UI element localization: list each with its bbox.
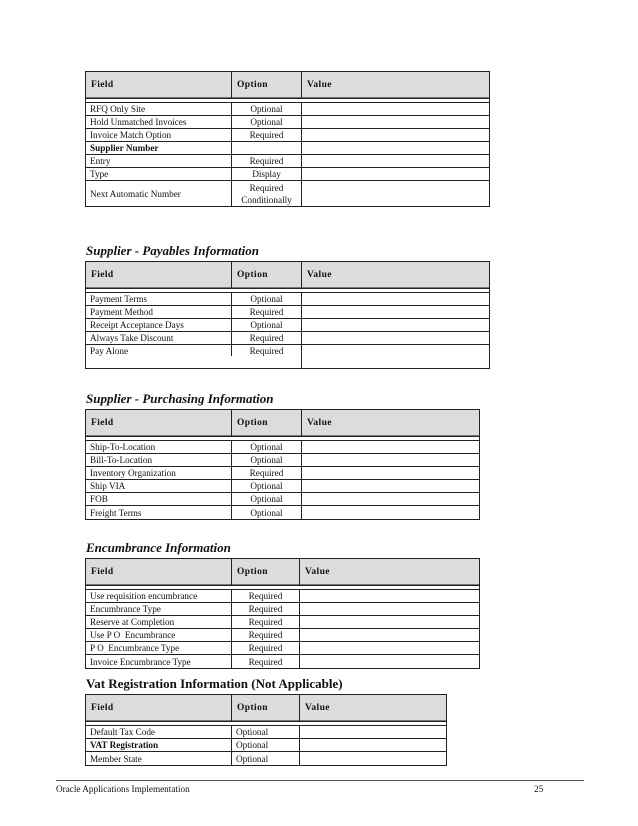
- option-cell: Display: [231, 168, 301, 180]
- table-row: [86, 116, 489, 129]
- supplier-options-table: [85, 71, 490, 207]
- table-header: [86, 410, 479, 437]
- field-cell: Hold Unmatched Invoices: [90, 117, 187, 127]
- table-row: [86, 142, 489, 155]
- value-cell[interactable]: [299, 603, 479, 615]
- table-row: [86, 506, 479, 519]
- value-cell[interactable]: [301, 332, 489, 344]
- table-row: [86, 319, 489, 332]
- table-row: [86, 493, 479, 506]
- value-cell[interactable]: [301, 493, 479, 505]
- field-cell: Next Automatic Number: [90, 188, 181, 199]
- header-field: Field: [91, 270, 114, 280]
- field-cell: Payment Terms: [90, 294, 148, 304]
- section-title-payables: Supplier - Payables Information: [86, 243, 259, 258]
- value-cell[interactable]: [301, 116, 489, 128]
- field-cell: VAT Registration: [90, 740, 159, 750]
- field-cell: RFQ Only Site: [90, 104, 146, 114]
- option-cell: Required: [231, 603, 299, 615]
- value-cell[interactable]: [301, 441, 479, 453]
- table-row: [86, 332, 489, 345]
- option-cell: Required: [231, 629, 299, 641]
- value-cell[interactable]: [299, 629, 479, 641]
- field-cell: Ship VIA: [90, 481, 126, 491]
- value-cell[interactable]: [299, 616, 479, 628]
- table-row: [86, 441, 479, 454]
- option-cell: Optional: [231, 454, 301, 466]
- table-row: [86, 345, 489, 368]
- value-cell[interactable]: [301, 181, 489, 206]
- table-row: [86, 739, 446, 752]
- header-field: Field: [91, 703, 114, 713]
- field-cell: Receipt Acceptance Days: [90, 320, 184, 330]
- table-row: [86, 103, 489, 116]
- value-cell[interactable]: [301, 345, 489, 368]
- option-cell: Optional: [231, 116, 301, 128]
- option-cell: Required: [231, 345, 301, 356]
- field-cell: Freight Terms: [90, 507, 142, 518]
- option-line: Conditionally: [241, 194, 292, 205]
- value-cell[interactable]: [301, 103, 489, 115]
- header-field: Field: [91, 80, 114, 90]
- field-cell: Type: [90, 169, 109, 179]
- value-cell[interactable]: [299, 726, 446, 738]
- value-cell[interactable]: [301, 168, 489, 180]
- section-title-vat: Vat Registration Information (Not Applicable): [86, 676, 343, 691]
- table-row: [86, 480, 479, 493]
- table-row: [86, 655, 479, 668]
- field-cell: Encumbrance Type: [90, 604, 161, 614]
- table-header: [86, 262, 489, 289]
- header-field: Field: [91, 567, 114, 577]
- option-cell: Required: [231, 306, 301, 318]
- value-cell[interactable]: [301, 319, 489, 331]
- value-cell[interactable]: [301, 306, 489, 318]
- vat-table: [85, 694, 447, 766]
- field-cell: Inventory Organization: [90, 468, 176, 478]
- value-cell[interactable]: [299, 739, 446, 751]
- option-cell: Required: [231, 655, 299, 668]
- header-value: Value: [301, 262, 489, 288]
- table-row: [86, 129, 489, 142]
- purchasing-table: [85, 409, 480, 520]
- field-cell: Always Take Discount: [90, 333, 174, 343]
- field-cell: Use requisition encumbrance: [90, 591, 198, 601]
- table-row: [86, 603, 479, 616]
- option-cell: Required: [231, 590, 299, 602]
- footer-divider: [56, 780, 584, 781]
- option-cell: Optional: [231, 726, 299, 738]
- table-row: [86, 616, 479, 629]
- field-cell: Supplier Number: [90, 143, 159, 153]
- value-cell[interactable]: [301, 480, 479, 492]
- table-row: [86, 181, 489, 206]
- field-cell: Invoice Encumbrance Type: [90, 656, 191, 667]
- field-cell: Ship-To-Location: [90, 442, 156, 452]
- table-row: [86, 454, 479, 467]
- header-option: Option: [231, 262, 301, 288]
- value-cell[interactable]: [301, 467, 479, 479]
- value-cell[interactable]: [301, 142, 489, 154]
- value-cell[interactable]: [301, 129, 489, 141]
- field-cell: Default Tax Code: [90, 727, 156, 737]
- table-row: [86, 590, 479, 603]
- header-value: Value: [301, 410, 479, 436]
- section-title-encumbrance: Encumbrance Information: [86, 540, 231, 555]
- header-option: Option: [231, 559, 299, 585]
- table-row: [86, 306, 489, 319]
- value-cell[interactable]: [301, 293, 489, 305]
- option-cell: Optional: [231, 480, 301, 492]
- table-row: [86, 293, 489, 306]
- option-cell: Required: [231, 332, 301, 344]
- field-cell: Entry: [90, 156, 111, 166]
- option-cell: Optional: [231, 506, 301, 519]
- header-value: Value: [301, 72, 489, 98]
- option-cell: Optional: [231, 103, 301, 115]
- encumbrance-table: [85, 558, 480, 669]
- field-cell: Payment Method: [90, 307, 154, 317]
- value-cell[interactable]: [299, 752, 446, 765]
- option-cell: Required: [231, 155, 301, 167]
- table-row: [86, 629, 479, 642]
- header-option: Option: [231, 695, 299, 721]
- table-header: [86, 559, 479, 586]
- field-cell: Bill-To-Location: [90, 455, 153, 465]
- field-cell: Use P O Encumbrance: [90, 630, 176, 640]
- option-cell: Optional: [231, 752, 299, 765]
- option-cell: Optional: [231, 319, 301, 331]
- option-cell: Required: [231, 129, 301, 141]
- field-cell: Invoice Match Option: [90, 130, 172, 140]
- option-cell: Optional: [231, 293, 301, 305]
- table-row: [86, 726, 446, 739]
- table-row: [86, 467, 479, 480]
- field-cell: Member State: [90, 753, 142, 764]
- table-header: [86, 695, 446, 722]
- table-row: [86, 155, 489, 168]
- value-cell[interactable]: [299, 642, 479, 654]
- option-cell: Optional: [231, 441, 301, 453]
- value-cell[interactable]: [299, 590, 479, 602]
- option-cell: Optional: [231, 739, 299, 751]
- option-line: Required: [249, 182, 284, 193]
- option-cell: Optional: [231, 493, 301, 505]
- table-row: [86, 752, 446, 765]
- header-value: Value: [299, 559, 479, 585]
- payables-table: [85, 261, 490, 369]
- value-cell[interactable]: [301, 506, 479, 519]
- option-cell: Required: [231, 616, 299, 628]
- option-cell: [231, 181, 301, 206]
- header-value: Value: [299, 695, 446, 721]
- value-cell[interactable]: [299, 655, 479, 668]
- option-cell: Required: [231, 642, 299, 654]
- field-cell: Pay Alone: [90, 346, 129, 356]
- section-title-purchasing: Supplier - Purchasing Information: [86, 391, 274, 406]
- field-cell: Reserve at Completion: [90, 617, 175, 627]
- header-option: Option: [231, 72, 301, 98]
- footer-title: Oracle Applications Implementation: [56, 784, 190, 794]
- table-row: [86, 168, 489, 181]
- value-cell[interactable]: [301, 454, 479, 466]
- option-cell: [231, 142, 301, 154]
- field-cell: P O Encumbrance Type: [90, 643, 180, 653]
- field-cell: FOB: [90, 494, 108, 504]
- header-field: Field: [91, 418, 114, 428]
- table-row: [86, 642, 479, 655]
- page-number: 25: [534, 784, 544, 794]
- header-option: Option: [231, 410, 301, 436]
- value-cell[interactable]: [301, 155, 489, 167]
- option-cell: Required: [231, 467, 301, 479]
- table-header: [86, 72, 489, 99]
